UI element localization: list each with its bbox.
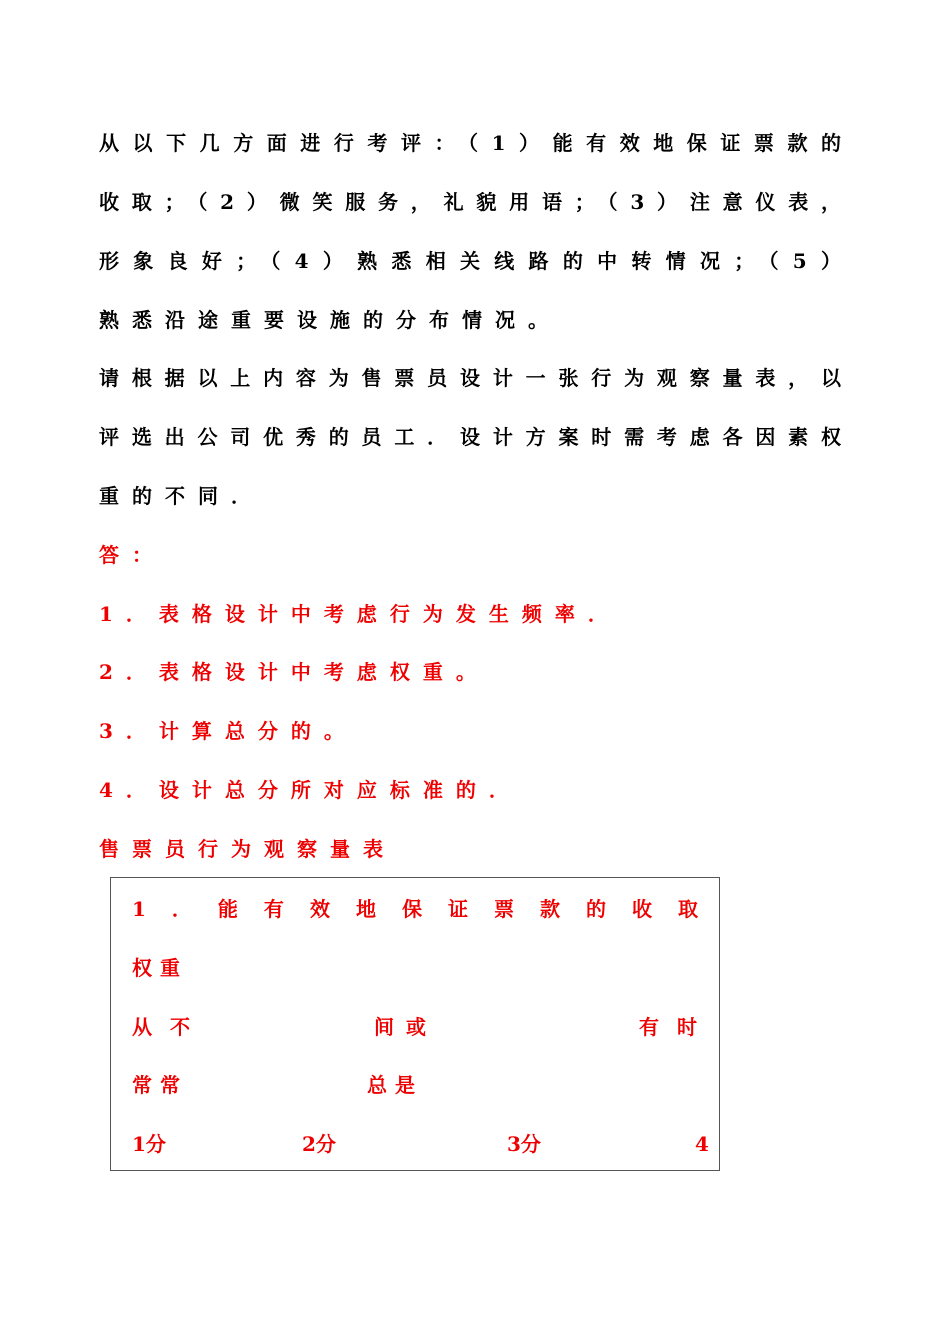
answer-item-1: 1．表格设计中考虑行为发生频率．	[99, 602, 621, 626]
score-1: 1分	[132, 1132, 166, 1156]
answer-item-3: 3．计算总分的。	[99, 719, 357, 743]
question-line-5: 请根据以上内容为售票员设计一张行为观察量表，以	[99, 366, 841, 390]
scale-often: 常常	[132, 1073, 188, 1097]
scale-always: 总是	[367, 1073, 423, 1097]
score-2: 2分	[302, 1132, 336, 1156]
scale-never: 从不	[132, 1015, 208, 1039]
question-line-3: 形象良好；（4）熟悉相关线路的中转情况；（5）	[99, 249, 841, 273]
score-4: 4	[695, 1132, 709, 1156]
answer-item-4: 4．设计总分所对应标准的．	[99, 778, 522, 802]
question-line-2: 收取；（2）微笑服务，礼貌用语；（3）注意仪表，	[99, 190, 841, 214]
scale-sometimes: 有时	[639, 1015, 715, 1039]
table-item-title: 1．能有效地保证票款的收取	[132, 897, 698, 921]
weight-label: 权重	[132, 956, 188, 980]
question-line-4: 熟悉沿途重要设施的分布情况。	[99, 308, 561, 332]
question-line-6: 评选出公司优秀的员工．设计方案时需考虑各因素权	[99, 425, 841, 449]
question-line-7: 重的不同．	[99, 484, 264, 508]
question-line-1: 从以下几方面进行考评：（1）能有效地保证票款的	[99, 131, 841, 155]
score-3: 3分	[507, 1132, 541, 1156]
answer-label: 答：	[99, 543, 165, 567]
scale-occasionally: 间或	[374, 1015, 438, 1039]
answer-item-2: 2．表格设计中考虑权重。	[99, 660, 489, 684]
rating-table	[110, 877, 720, 1171]
table-title: 售票员行为观察量表	[99, 837, 396, 861]
